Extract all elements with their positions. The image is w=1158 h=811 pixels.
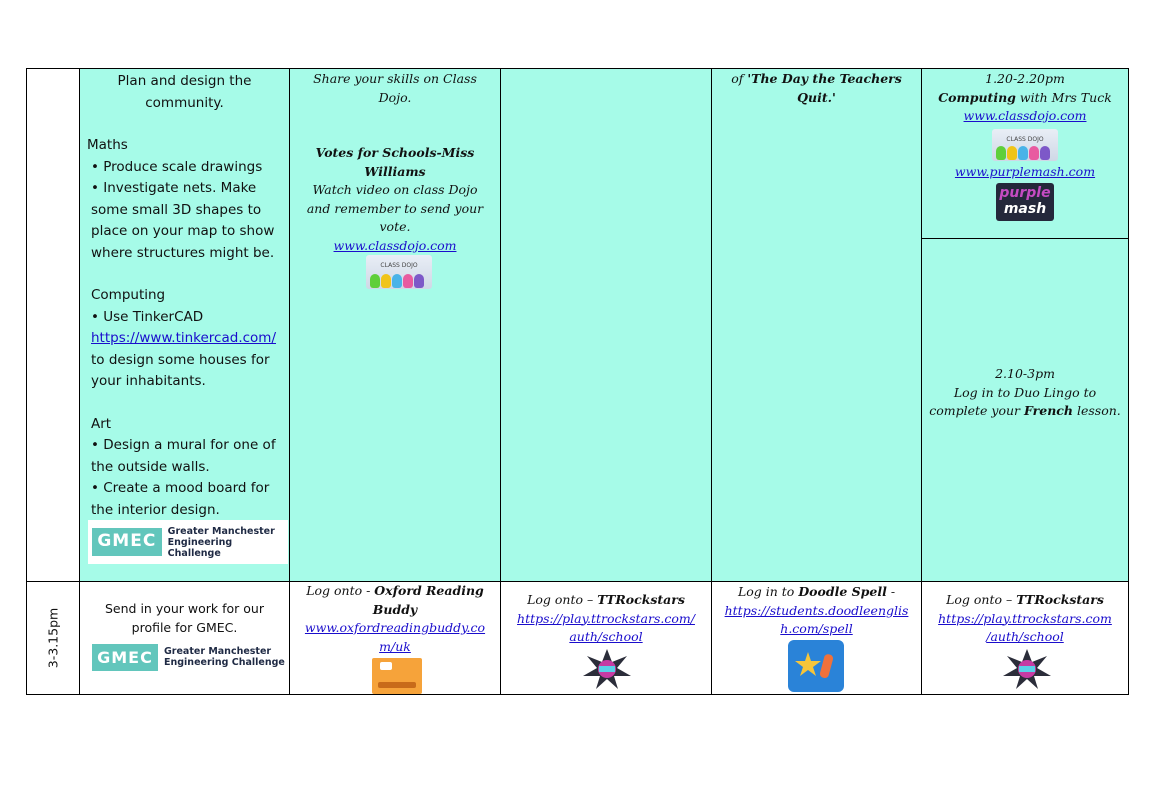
ttrockstars-cell-1 (500, 581, 712, 695)
project-cell (79, 68, 290, 582)
gmec-logo-box: GMEC (92, 644, 158, 671)
ttrockstars-link[interactable]: auth/school (569, 629, 643, 644)
votes-body: Watch video on class Dojo (312, 182, 478, 197)
ttrockstars-link[interactable]: /auth/school (986, 629, 1064, 644)
computing-heading: Computing (91, 287, 166, 303)
computing-item: • Use TinkerCAD (91, 308, 204, 325)
oxford-title: Buddy (372, 601, 418, 617)
classdojo-link[interactable]: www.classdojo.com (963, 108, 1087, 123)
purple-mash-logo-text: purple (999, 185, 1051, 201)
maths-item: where structures might be. (91, 244, 275, 261)
computing-teacher: with Mrs Tuck (1015, 89, 1112, 105)
book-title: 'The Day the Teachers (747, 71, 902, 86)
gmec-logo-text (168, 526, 288, 559)
classdojo-link[interactable]: www.classdojo.com (333, 237, 457, 253)
doodle-title: Doodle Spell (798, 584, 887, 599)
ttrockstars-logo-icon (1002, 648, 1052, 690)
tinkercad-link[interactable]: https://www.tinkercad.com/ (91, 330, 276, 346)
maths-item: some small 3D shapes to (91, 201, 262, 218)
row2-time-cell (26, 581, 80, 695)
ttrockstars-link[interactable]: https://play.ttrockstars.com/ (517, 610, 695, 626)
class-dojo-logo-text: CLASS DOJO (1006, 135, 1044, 143)
doodle-spell-logo (788, 640, 844, 692)
purplemash-link[interactable]: www.purplemash.com (954, 163, 1096, 179)
oxford-reading-buddy-logo (372, 658, 422, 694)
doodle-star-icon (794, 648, 838, 684)
gmec-logo-text (164, 646, 285, 668)
book-title: Quit.' (797, 89, 836, 105)
french-subject: French (1024, 403, 1073, 418)
doodle-suffix: - (886, 584, 896, 599)
empty-cell (500, 68, 712, 582)
ttr-prefix: Log onto – (527, 592, 598, 607)
gmec-name-line: Engineering Challenge (167, 536, 233, 559)
dojo-line-1: Share your skills on Class (313, 71, 477, 86)
book-cell (711, 68, 922, 582)
gmec-logo (88, 520, 288, 564)
art-item: • Design a mural for one of (91, 437, 276, 453)
maths-item: • Produce scale drawings (91, 158, 263, 175)
gmec-name-line: Greater Manchester (167, 525, 275, 537)
votes-body: and remember to send your (306, 200, 484, 216)
doodle-link[interactable]: https://students.doodleenglis (724, 602, 909, 618)
french-line-2-suffix: lesson. (1073, 403, 1121, 418)
art-item: the interior design. (91, 501, 220, 518)
oxford-link[interactable]: www.oxfordreadingbuddy.co (304, 620, 486, 635)
ttr-title: TTRockstars (597, 592, 685, 607)
ttr-prefix: Log onto – (946, 592, 1017, 607)
maths-item: • Investigate nets. Make (91, 180, 257, 196)
french-line-2: complete your (929, 403, 1025, 418)
oxford-link[interactable]: m/uk (379, 638, 411, 654)
ttrockstars-cell-2 (921, 581, 1129, 695)
votes-title: Williams (364, 163, 426, 179)
row1-time-cell (26, 68, 80, 582)
maths-item: place on your map to show (91, 223, 275, 239)
oxford-title: Oxford Reading (374, 583, 484, 598)
gmec-name-line: Engineering Challenge (164, 657, 285, 668)
gmec-line-2: profile for GMEC. (131, 620, 238, 635)
gmec-cell (79, 581, 290, 695)
dojo-cell (289, 68, 501, 582)
art-item: • Create a mood board for (91, 480, 270, 496)
class-dojo-logo (366, 255, 432, 289)
votes-body: vote. (379, 219, 411, 234)
art-heading: Art (91, 415, 112, 432)
french-line-1: Log in to Duo Lingo to (953, 384, 1097, 400)
maths-heading: Maths (87, 137, 128, 153)
doodle-link[interactable]: h.com/spell (780, 621, 853, 636)
project-intro-1: Plan and design the (117, 73, 252, 89)
computing-time: 1.20-2.20pm (985, 71, 1065, 86)
project-intro-2: community. (145, 94, 224, 111)
purple-mash-logo (996, 183, 1054, 221)
computing-cell (921, 68, 1129, 239)
doodle-cell (711, 581, 922, 695)
dojo-line-2: Dojo. (378, 89, 412, 105)
computing-rest: to design some houses for (91, 351, 270, 368)
french-time: 2.10-3pm (995, 366, 1055, 381)
gmec-logo (92, 642, 286, 672)
gmec-logo-box: GMEC (92, 528, 162, 556)
computing-rest: your inhabitants. (91, 373, 206, 389)
oxford-cell (289, 581, 501, 695)
french-cell (921, 238, 1129, 582)
votes-title: Votes for Schools-Miss (315, 145, 475, 160)
gmec-name-line: Greater Manchester (164, 646, 272, 657)
art-item: the outside walls. (91, 458, 210, 475)
ttrockstars-link[interactable]: https://play.ttrockstars.com (938, 610, 1112, 626)
class-dojo-logo (992, 129, 1058, 161)
gmec-line-1: Send in your work for our (105, 601, 264, 616)
book-prefix: of (731, 71, 748, 86)
doodle-prefix: Log in to (737, 584, 799, 599)
purple-mash-logo-text: mash (1003, 201, 1047, 217)
class-dojo-logo-text: CLASS DOJO (380, 262, 418, 269)
ttr-title: TTRockstars (1016, 592, 1104, 607)
computing-subject: Computing (938, 89, 1016, 105)
time-label: 3-3.15pm (45, 607, 61, 669)
oxford-prefix: Log onto - (306, 583, 375, 598)
ttrockstars-logo-icon (582, 648, 632, 690)
